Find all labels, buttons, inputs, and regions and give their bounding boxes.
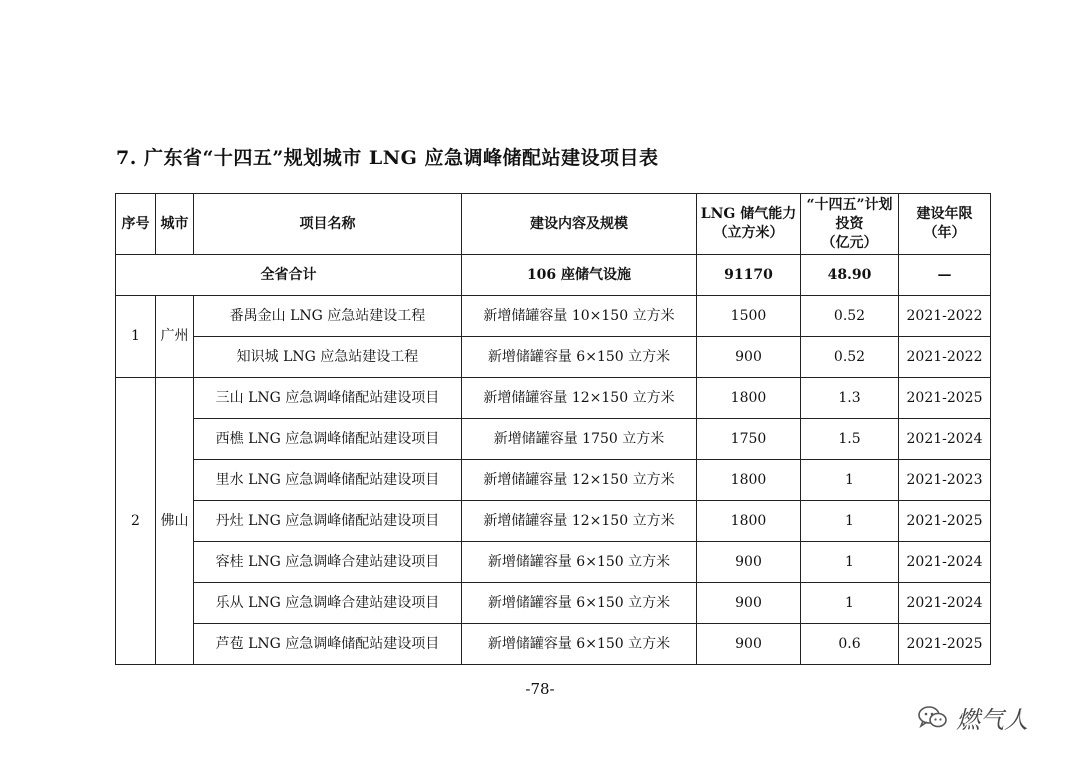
header-capacity [697, 194, 801, 255]
table-row [116, 296, 991, 337]
project-capacity: 900 [697, 624, 801, 665]
project-period: 2021-2025 [899, 624, 991, 665]
project-name: 乐从 LNG 应急调峰合建站建设项目 [194, 583, 462, 624]
project-period: 2021-2022 [899, 337, 991, 378]
project-content: 新增储罐容量 12×150 立方米 [462, 460, 697, 501]
table-row [116, 378, 991, 419]
project-content: 新增储罐容量 6×150 立方米 [462, 542, 697, 583]
header-investment-unit: （亿元） [821, 234, 878, 251]
project-capacity: 1800 [697, 460, 801, 501]
project-investment: 0.6 [801, 624, 899, 665]
group-city: 佛山 [156, 378, 194, 665]
project-name: 西樵 LNG 应急调峰储配站建设项目 [194, 419, 462, 460]
header-row [116, 194, 991, 255]
project-name: 知识城 LNG 应急站建设工程 [194, 337, 462, 378]
table-row [116, 583, 991, 624]
project-investment: 0.52 [801, 296, 899, 337]
group-seq: 1 [116, 296, 156, 378]
table-row [116, 501, 991, 542]
project-period: 2021-2024 [899, 419, 991, 460]
project-period: 2021-2024 [899, 583, 991, 624]
header-seq: 序号 [116, 194, 156, 255]
project-content: 新增储罐容量 6×150 立方米 [462, 337, 697, 378]
watermark-text: 燃气人 [956, 706, 1028, 734]
project-capacity: 1750 [697, 419, 801, 460]
total-investment: 48.90 [801, 255, 899, 296]
total-period: — [899, 255, 991, 296]
table-row [116, 542, 991, 583]
header-city: 城市 [156, 194, 194, 255]
project-period: 2021-2025 [899, 378, 991, 419]
total-content: 106 座储气设施 [462, 255, 697, 296]
header-content: 建设内容及规模 [462, 194, 697, 255]
project-name: 里水 LNG 应急调峰储配站建设项目 [194, 460, 462, 501]
table-row [116, 419, 991, 460]
project-investment: 0.52 [801, 337, 899, 378]
table-row [116, 624, 991, 665]
header-capacity-unit: （立方米） [713, 225, 784, 241]
header-investment [801, 194, 899, 255]
header-period [899, 194, 991, 255]
project-capacity: 1500 [697, 296, 801, 337]
project-investment: 1 [801, 460, 899, 501]
table-row [116, 460, 991, 501]
total-label: 全省合计 [116, 255, 462, 296]
document-title: 7. 广东省“十四五”规划城市 LNG 应急调峰储配站建设项目表 [116, 147, 659, 169]
project-name: 容桂 LNG 应急调峰合建站建设项目 [194, 542, 462, 583]
project-capacity: 900 [697, 542, 801, 583]
project-name: 芦苞 LNG 应急调峰储配站建设项目 [194, 624, 462, 665]
project-capacity: 900 [697, 337, 801, 378]
group-seq: 2 [116, 378, 156, 665]
project-period: 2021-2024 [899, 542, 991, 583]
project-investment: 1 [801, 583, 899, 624]
project-name: 丹灶 LNG 应急调峰储配站建设项目 [194, 501, 462, 542]
project-content: 新增储罐容量 6×150 立方米 [462, 624, 697, 665]
project-capacity: 900 [697, 583, 801, 624]
header-period-unit: （年） [923, 225, 966, 241]
table-row [116, 337, 991, 378]
project-investment: 1.5 [801, 419, 899, 460]
project-investment: 1 [801, 542, 899, 583]
project-period: 2021-2023 [899, 460, 991, 501]
project-capacity: 1800 [697, 378, 801, 419]
group-city: 广州 [156, 296, 194, 378]
project-investment: 1.3 [801, 378, 899, 419]
header-period-line: 建设年限 [916, 206, 973, 222]
total-row [116, 255, 991, 296]
header-capacity-line: LNG 储气能力 [700, 206, 797, 222]
project-content: 新增储罐容量 10×150 立方米 [462, 296, 697, 337]
total-capacity: 91170 [697, 255, 801, 296]
project-capacity: 1800 [697, 501, 801, 542]
project-period: 2021-2022 [899, 296, 991, 337]
project-content: 新增储罐容量 12×150 立方米 [462, 501, 697, 542]
project-table [115, 193, 991, 665]
project-content: 新增储罐容量 12×150 立方米 [462, 378, 697, 419]
header-investment-line: “十四五”计划 [806, 196, 893, 213]
header-investment-line: 投资 [835, 215, 864, 232]
project-investment: 1 [801, 501, 899, 542]
project-name: 番禺金山 LNG 应急站建设工程 [194, 296, 462, 337]
project-content: 新增储罐容量 1750 立方米 [462, 419, 697, 460]
project-content: 新增储罐容量 6×150 立方米 [462, 583, 697, 624]
watermark [918, 700, 1028, 735]
page-number: -78- [525, 680, 555, 698]
project-name: 三山 LNG 应急调峰储配站建设项目 [194, 378, 462, 419]
project-period: 2021-2025 [899, 501, 991, 542]
wechat-icon [918, 705, 948, 731]
header-name: 项目名称 [194, 194, 462, 255]
